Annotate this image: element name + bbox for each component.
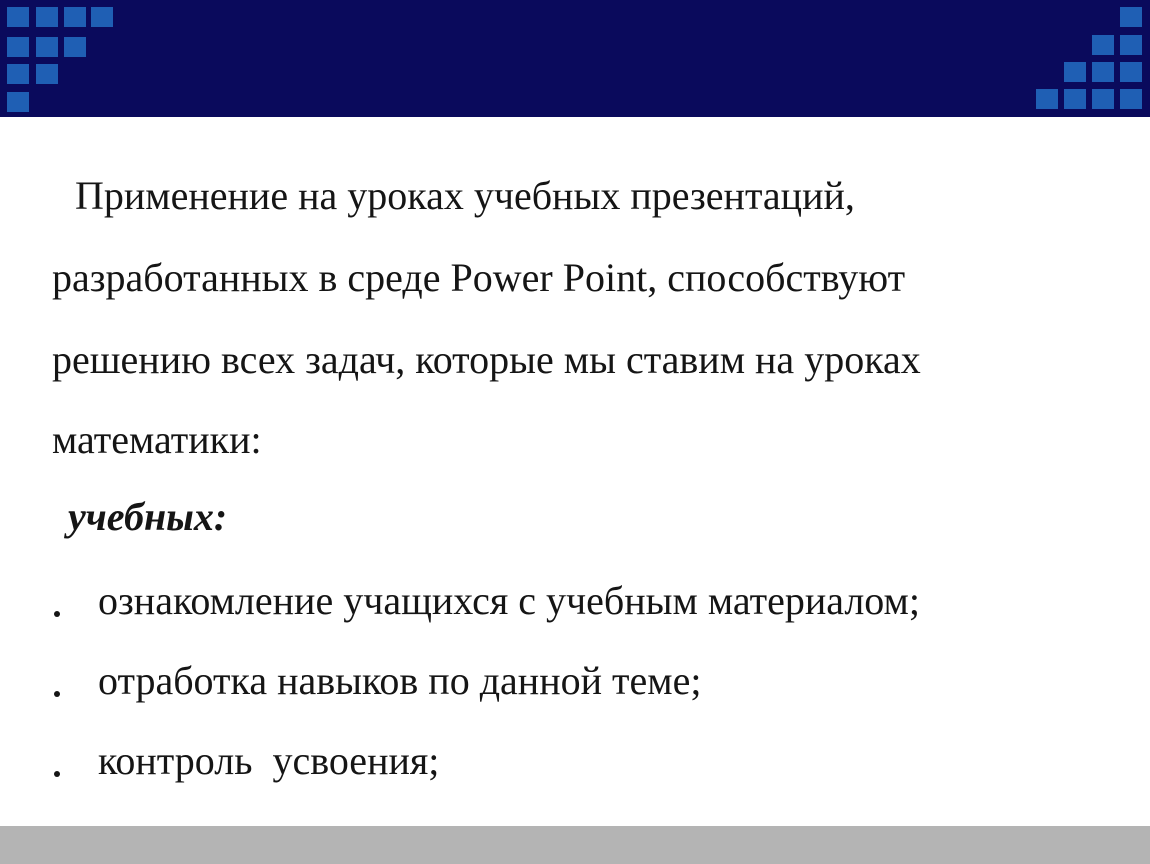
decor-square (1092, 89, 1114, 109)
list-item-text: ознакомление учащихся с учебным материалом; (98, 578, 920, 623)
footer-band (0, 826, 1150, 864)
decor-square (1120, 7, 1142, 27)
decor-square (1092, 35, 1114, 55)
decor-square (36, 37, 58, 57)
list-item (48, 738, 1098, 787)
header-band (0, 0, 1150, 117)
decor-square (1120, 35, 1142, 55)
decor-square (64, 37, 86, 57)
bullet-icon (54, 691, 60, 697)
decor-square (1036, 89, 1058, 109)
decor-square (36, 7, 58, 27)
list-item (48, 658, 1098, 707)
decor-square (1064, 62, 1086, 82)
decor-square (1120, 62, 1142, 82)
decor-square (91, 7, 113, 27)
decor-square (64, 7, 86, 27)
decor-square (36, 64, 58, 84)
list-item-text: отработка навыков по данной теме; (98, 658, 702, 703)
subheading: учебных: (68, 494, 228, 539)
decor-square (7, 7, 29, 27)
slide-body (0, 117, 1150, 826)
decor-square (1120, 89, 1142, 109)
bullet-icon (54, 611, 60, 617)
bullet-icon (54, 771, 60, 777)
decor-square (1064, 89, 1086, 109)
decor-square (7, 64, 29, 84)
paragraph-line-2: разработанных в среде Power Point, способствуют (52, 255, 906, 300)
decor-square (1092, 62, 1114, 82)
decor-square (7, 37, 29, 57)
paragraph-line-3: решению всех задач, которые мы ставим на уроках (52, 337, 921, 382)
decor-square (7, 92, 29, 112)
paragraph-line-4: математики: (52, 417, 262, 462)
list-item-text: контроль усвоения; (98, 738, 440, 783)
list-item (48, 578, 1098, 627)
paragraph-line-1: Применение на уроках учебных презентаций, (75, 173, 855, 218)
